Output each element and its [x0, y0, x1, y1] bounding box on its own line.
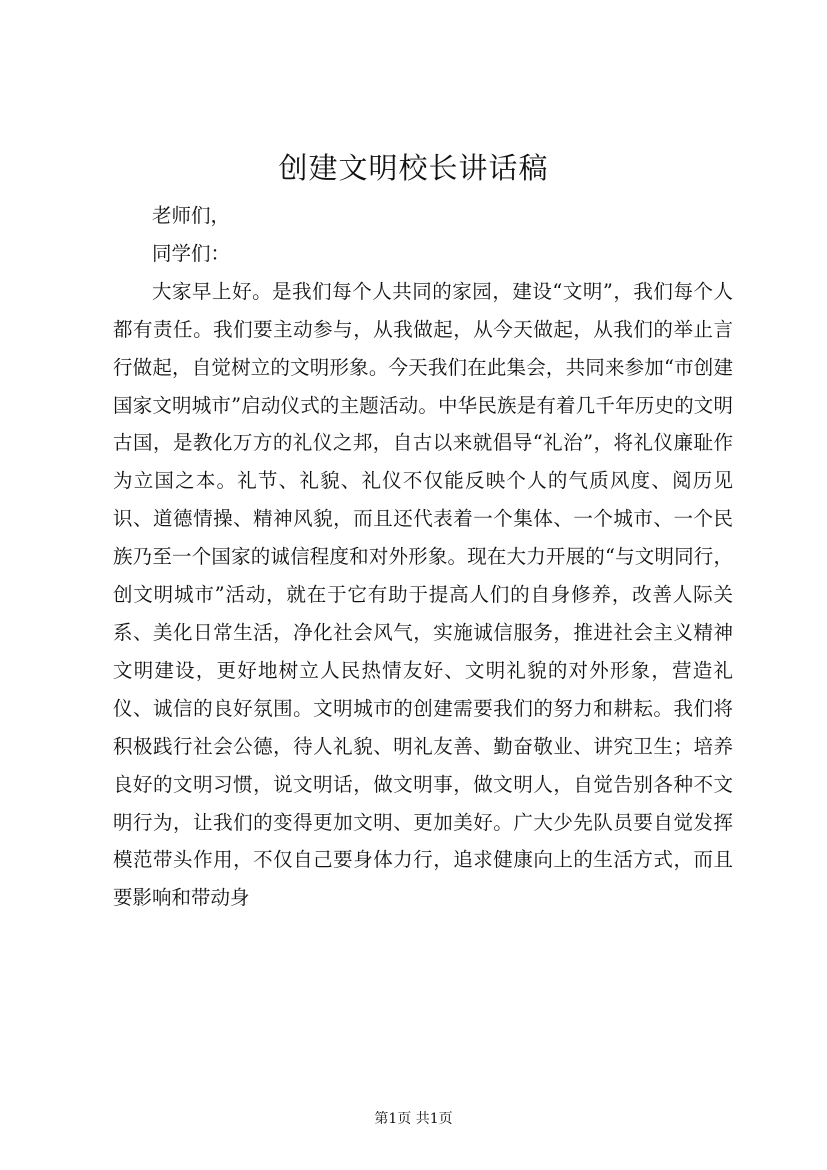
salutation-students: 同学们：	[152, 241, 231, 265]
document-title: 创建文明校长讲话稿	[278, 151, 549, 185]
document-body	[113, 197, 733, 917]
page-footer: 第1页 共1页	[374, 1111, 453, 1127]
body-paragraph: 大家早上好。是我们每个人共同的家园，建设“文明”，我们每个人都有责任。我们要主动参与，从我做起，从今天做起，从我们的举止言行做起，自觉树立的文明形象。今天我们在此集会，共同来参加“市创建国家文明城市”启动仪式的主题活动。中华民族是有着几千年历史的文明古国，是教化万方的礼仪之邦，自古以来就倡导“礼治”，将礼仪廉耻作为立国之本。礼节、礼貌、礼仪不仅能反映个人的气质风度、阅历见识、道德情操、精神风貌，而且还代表着一个集体、一个城市、一个民族乃至一个国家的诚信程度和对外形象。现在大力开展的“与文明同行，创文明城市”活动，就在于它有助于提高人们的自身修养，改善人际关系、美化日常生活，净化社会风气，实施诚信服务，推进社会主义精神文明建设，更好地树立人民热情友好、文明礼貌的对外形象，营造礼仪、诚信的良好氛围。文明城市的创建需要我们的努力和耕耘。我们将积极践行社会公德，待人礼貌、明礼友善、勤奋敬业、讲究卫生；培养良好的文明习惯，说文明话，做文明事，做文明人，自觉告别各种不文明行为，让我们的变得更加文明、更加美好。广大少先队员要自觉发挥模范带头作用，不仅自己要身体力行，追求健康向上的生活方式，而且要影响和带动身	[113, 279, 733, 910]
salutation-teachers: 老师们，	[152, 204, 231, 227]
